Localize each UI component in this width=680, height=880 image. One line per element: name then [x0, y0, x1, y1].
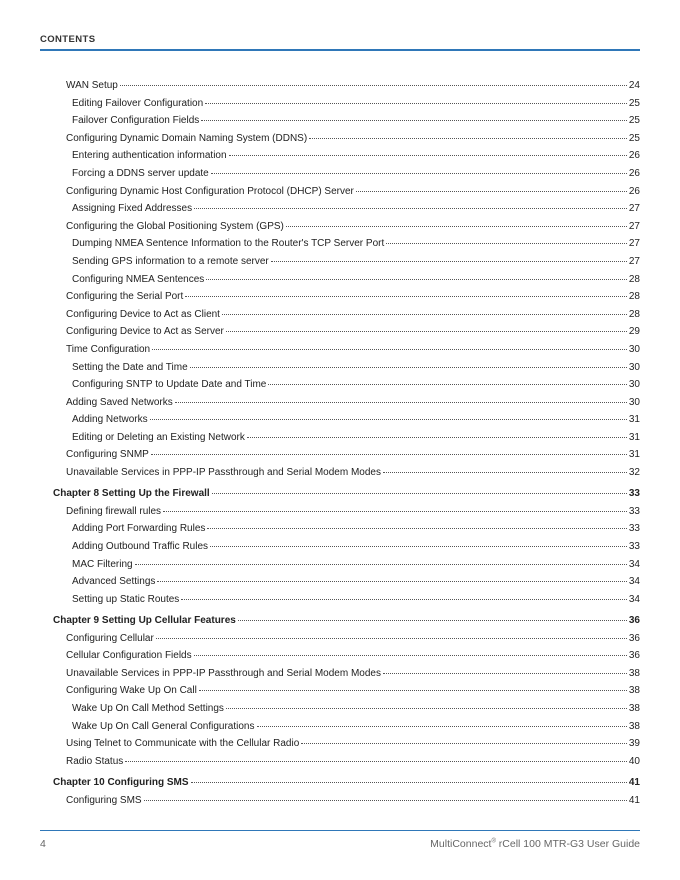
toc-entry-title: Defining firewall rules: [66, 505, 162, 517]
toc-entry-title: Assigning Fixed Addresses: [72, 203, 193, 215]
toc-entry[interactable]: [40, 186, 640, 204]
toc-entry-title: Adding Port Forwarding Rules: [72, 523, 206, 535]
toc-entry-title: Chapter 10 Configuring SMS: [53, 776, 189, 788]
toc-entry[interactable]: [40, 756, 640, 774]
toc-entry-title: Entering authentication information: [72, 150, 227, 162]
toc-entry-page: 33: [628, 488, 640, 500]
toc-entry[interactable]: [40, 115, 640, 133]
toc-entry[interactable]: [40, 559, 640, 577]
table-of-contents: [40, 80, 640, 812]
footer-page-number: 4: [40, 838, 46, 850]
toc-dot-leader: [286, 226, 627, 227]
toc-entry-title: Configuring the Serial Port: [66, 291, 184, 303]
toc-entry[interactable]: [40, 274, 640, 292]
toc-entry[interactable]: [40, 650, 640, 668]
toc-entry[interactable]: [40, 576, 640, 594]
toc-entry[interactable]: [40, 721, 640, 739]
toc-dot-leader: [191, 782, 627, 783]
toc-entry-page: 38: [628, 667, 640, 679]
toc-entry-title: Cellular Configuration Fields: [66, 650, 192, 662]
toc-entry[interactable]: [40, 203, 640, 221]
toc-dot-leader: [257, 726, 627, 727]
toc-entry[interactable]: [40, 633, 640, 651]
toc-entry-title: Using Telnet to Communicate with the Cellular Radio: [66, 738, 300, 750]
toc-entry-title: Configuring Dynamic Host Configuration Protocol (DHCP) Server: [66, 185, 354, 197]
toc-dot-leader: [194, 655, 627, 656]
toc-entry-title: Failover Configuration Fields: [72, 115, 200, 127]
toc-entry-page: 41: [628, 776, 640, 788]
toc-entry[interactable]: [40, 506, 640, 524]
toc-dot-leader: [157, 581, 626, 582]
toc-entry-page: 24: [628, 80, 640, 91]
toc-entry-page: 30: [628, 396, 640, 408]
toc-entry[interactable]: [40, 133, 640, 151]
toc-entry[interactable]: [40, 685, 640, 703]
toc-dot-leader: [190, 367, 627, 368]
toc-entry-page: 41: [628, 794, 640, 806]
toc-dot-leader: [175, 402, 627, 403]
toc-entry[interactable]: [40, 668, 640, 686]
toc-entry[interactable]: [40, 795, 640, 813]
toc-entry[interactable]: [40, 467, 640, 485]
footer-title-rest: rCell 100 MTR-G3 User Guide: [495, 838, 640, 850]
toc-dot-leader: [226, 331, 627, 332]
toc-dot-leader: [386, 243, 627, 244]
toc-entry-title: Unavailable Services in PPP-IP Passthrough and Serial Modem Modes: [66, 467, 381, 479]
toc-entry-page: 31: [628, 414, 640, 426]
toc-entry-page: 33: [628, 541, 640, 553]
toc-entry[interactable]: [40, 238, 640, 256]
toc-entry-page: 40: [628, 755, 640, 767]
toc-dot-leader: [135, 564, 627, 565]
toc-dot-leader: [212, 493, 627, 494]
toc-entry[interactable]: [40, 523, 640, 541]
toc-entry-page: 32: [628, 467, 640, 479]
toc-dot-leader: [271, 261, 627, 262]
toc-entry[interactable]: [40, 98, 640, 116]
toc-entry[interactable]: [40, 703, 640, 721]
toc-entry-title: Configuring Device to Act as Server: [66, 326, 224, 338]
toc-entry-page: 33: [628, 505, 640, 517]
toc-entry-page: 28: [628, 273, 640, 285]
toc-entry-page: 25: [628, 97, 640, 109]
toc-entry[interactable]: [40, 80, 640, 98]
toc-dot-leader: [199, 690, 627, 691]
toc-dot-leader: [201, 120, 627, 121]
toc-dot-leader: [222, 314, 627, 315]
toc-entry[interactable]: [40, 291, 640, 309]
toc-entry[interactable]: [40, 738, 640, 756]
toc-entry-page: 25: [628, 132, 640, 144]
toc-entry-title: Configuring SNTP to Update Date and Time: [72, 379, 267, 391]
toc-dot-leader: [185, 296, 627, 297]
toc-entry-page: 38: [628, 702, 640, 714]
toc-entry[interactable]: [40, 168, 640, 186]
toc-entry-page: 25: [628, 115, 640, 127]
toc-entry-title: MAC Filtering: [72, 558, 133, 570]
toc-entry-title: Forcing a DDNS server update: [72, 167, 209, 179]
toc-entry-title: Adding Networks: [72, 414, 148, 426]
toc-entry-title: Editing or Deleting an Existing Network: [72, 431, 245, 443]
toc-dot-leader: [268, 384, 627, 385]
toc-chapter-entry[interactable]: [40, 777, 640, 795]
toc-dot-leader: [120, 85, 627, 86]
toc-dot-leader: [207, 528, 626, 529]
toc-dot-leader: [144, 800, 627, 801]
toc-entry-title: Unavailable Services in PPP-IP Passthrough and Serial Modem Modes: [66, 667, 381, 679]
toc-entry-page: 38: [628, 685, 640, 697]
toc-entry-title: Adding Saved Networks: [66, 396, 173, 408]
toc-dot-leader: [206, 279, 627, 280]
toc-dot-leader: [152, 349, 627, 350]
toc-dot-leader: [226, 708, 627, 709]
toc-dot-leader: [150, 419, 627, 420]
toc-entry-page: 34: [628, 558, 640, 570]
toc-dot-leader: [309, 138, 627, 139]
toc-entry-title: Adding Outbound Traffic Rules: [72, 541, 209, 553]
toc-entry-title: Configuring SMS: [66, 794, 142, 806]
toc-entry-page: 27: [628, 220, 640, 232]
toc-dot-leader: [151, 454, 627, 455]
toc-dot-leader: [247, 437, 627, 438]
toc-entry-page: 36: [628, 650, 640, 662]
footer-divider: [40, 830, 640, 831]
toc-entry-page: 36: [628, 615, 640, 626]
toc-entry-title: Dumping NMEA Sentence Information to the Router's TCP Server Port: [72, 238, 385, 250]
toc-dot-leader: [229, 155, 627, 156]
toc-entry[interactable]: [40, 256, 640, 274]
toc-entry[interactable]: [40, 594, 640, 612]
toc-dot-leader: [356, 191, 627, 192]
toc-entry-title: Editing Failover Configuration: [72, 97, 204, 109]
toc-dot-leader: [181, 599, 627, 600]
toc-entry-page: 39: [628, 738, 640, 750]
toc-entry-title: Advanced Settings: [72, 576, 156, 588]
toc-entry-title: Radio Status: [66, 755, 124, 767]
toc-entry[interactable]: [40, 150, 640, 168]
toc-entry-title: Setting up Static Routes: [72, 593, 180, 605]
toc-entry-page: 38: [628, 720, 640, 732]
toc-entry-page: 27: [628, 238, 640, 250]
toc-entry-page: 31: [628, 431, 640, 443]
toc-entry-title: Configuring Cellular: [66, 632, 154, 644]
toc-entry-title: Wake Up On Call Method Settings: [72, 702, 224, 714]
toc-entry-title: Configuring Wake Up On Call: [66, 685, 197, 697]
toc-entry-title: Configuring Dynamic Domain Naming System (DDNS): [66, 132, 308, 144]
toc-entry-page: 28: [628, 291, 640, 303]
toc-entry-page: 30: [628, 379, 640, 391]
toc-dot-leader: [163, 511, 627, 512]
toc-entry[interactable]: [40, 344, 640, 362]
toc-entry-title: Setting the Date and Time: [72, 361, 188, 373]
footer-document-title: [430, 838, 640, 850]
toc-entry[interactable]: [40, 414, 640, 432]
toc-chapter-entry[interactable]: [40, 615, 640, 633]
toc-entry-title: Configuring the Global Positioning System (GPS): [66, 220, 284, 232]
header-label: CONTENTS: [40, 34, 96, 45]
toc-entry-title: Configuring NMEA Sentences: [72, 273, 205, 285]
toc-entry-title: WAN Setup: [66, 80, 118, 91]
toc-entry-title: Configuring SNMP: [66, 449, 149, 461]
toc-dot-leader: [211, 173, 627, 174]
header-divider: [40, 49, 640, 51]
toc-entry-title: Wake Up On Call General Configurations: [72, 720, 255, 732]
toc-entry[interactable]: [40, 432, 640, 450]
toc-entry[interactable]: [40, 326, 640, 344]
toc-entry-title: Chapter 9 Setting Up Cellular Features: [53, 615, 236, 626]
toc-entry[interactable]: [40, 379, 640, 397]
toc-entry-page: 30: [628, 343, 640, 355]
toc-entry-page: 27: [628, 255, 640, 267]
toc-dot-leader: [156, 638, 627, 639]
toc-dot-leader: [205, 103, 627, 104]
footer-title-brand: MultiConnect: [430, 838, 492, 850]
toc-entry-page: 26: [628, 167, 640, 179]
toc-entry-page: 34: [628, 593, 640, 605]
toc-dot-leader: [383, 472, 627, 473]
toc-entry-page: 34: [628, 576, 640, 588]
toc-entry-page: 30: [628, 361, 640, 373]
toc-entry-page: 26: [628, 150, 640, 162]
toc-entry-page: 31: [628, 449, 640, 461]
toc-entry-title: Chapter 8 Setting Up the Firewall: [53, 488, 210, 500]
toc-entry-page: 29: [628, 326, 640, 338]
toc-entry[interactable]: [40, 221, 640, 239]
toc-entry[interactable]: [40, 449, 640, 467]
toc-dot-leader: [210, 546, 627, 547]
toc-entry-page: 28: [628, 308, 640, 320]
toc-dot-leader: [125, 761, 627, 762]
toc-entry[interactable]: [40, 309, 640, 327]
toc-dot-leader: [383, 673, 627, 674]
toc-entry[interactable]: [40, 541, 640, 559]
toc-dot-leader: [194, 208, 627, 209]
toc-entry-page: 26: [628, 185, 640, 197]
toc-dot-leader: [238, 620, 627, 621]
toc-entry-page: 27: [628, 203, 640, 215]
toc-entry-title: Sending GPS information to a remote server: [72, 255, 269, 267]
toc-entry-page: 33: [628, 523, 640, 535]
toc-entry[interactable]: [40, 397, 640, 415]
toc-entry-page: 36: [628, 632, 640, 644]
toc-entry[interactable]: [40, 362, 640, 380]
toc-entry-title: Configuring Device to Act as Client: [66, 308, 220, 320]
footer-registered-mark: ®: [491, 838, 496, 845]
toc-dot-leader: [301, 743, 627, 744]
toc-chapter-entry[interactable]: [40, 488, 640, 506]
toc-entry-title: Time Configuration: [66, 343, 151, 355]
